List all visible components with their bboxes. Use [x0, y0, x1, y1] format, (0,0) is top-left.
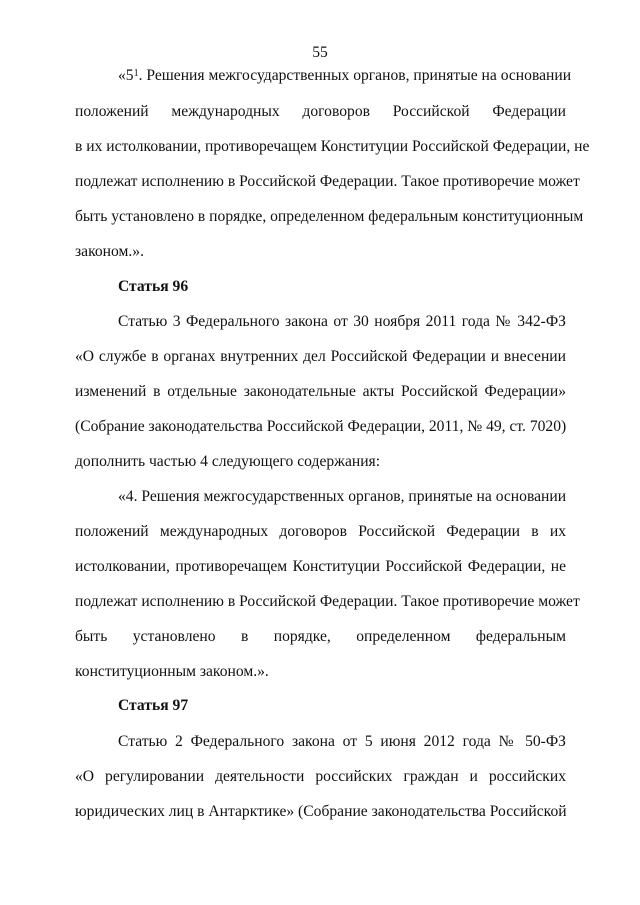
paragraph-line: положений международных договоров Российской Федерации в их: [75, 523, 566, 540]
clause-number: «5: [118, 67, 134, 84]
paragraph-line: быть установлено в порядке, определенном федеральным: [75, 628, 566, 645]
paragraph-line: Статью 2 Федерального закона от 5 июня 2012 года № 50-ФЗ: [118, 733, 566, 750]
paragraph-line: Статью 3 Федерального закона от 30 ноября 2011 года № 342-ФЗ: [118, 313, 566, 330]
paragraph-line: «О регулировании деятельности российских граждан и российских: [75, 768, 566, 785]
paragraph-line: изменений в отдельные законодательные акты Российской Федерации»: [75, 383, 566, 400]
paragraph-line: законом.».: [75, 243, 144, 260]
paragraph-line: истолковании, противоречащем Конституции Российской Федерации, не: [75, 558, 566, 575]
paragraph-line: дополнить частью 4 следующего содержания:: [75, 453, 381, 470]
paragraph-line: [118, 67, 572, 85]
clause-superscript: 1: [133, 68, 139, 79]
paragraph-line: конституционным законом.».: [75, 663, 269, 680]
article-heading: Статья 96: [118, 278, 189, 295]
paragraph-line: «О службе в органах внутренних дел Российской Федерации и внесении: [75, 348, 566, 365]
page-number: 55: [312, 44, 328, 61]
paragraph-line: быть установлено в порядке, определенном федеральным конституционным: [75, 208, 584, 225]
paragraph-line: «4. Решения межгосударственных органов, принятые на основании: [118, 488, 567, 505]
paragraph-line: подлежат исполнению в Российской Федерации. Такое противоречие может: [75, 593, 580, 610]
paragraph-line: подлежат исполнению в Российской Федерации. Такое противоречие может: [75, 173, 580, 190]
paragraph-line: положений международных договоров Российской Федерации: [75, 103, 566, 120]
clause-text: . Решения межгосударственных органов, принятые на основании: [138, 67, 572, 84]
paragraph-line: (Собрание законодательства Российской Федерации, 2011, № 49, ст. 7020): [75, 418, 567, 435]
article-heading: Статья 97: [118, 697, 189, 714]
paragraph-line: юридических лиц в Антарктике» (Собрание законодательства Российской: [75, 803, 567, 820]
paragraph-line: в их истолковании, противоречащем Конституции Российской Федерации, не: [75, 138, 590, 155]
